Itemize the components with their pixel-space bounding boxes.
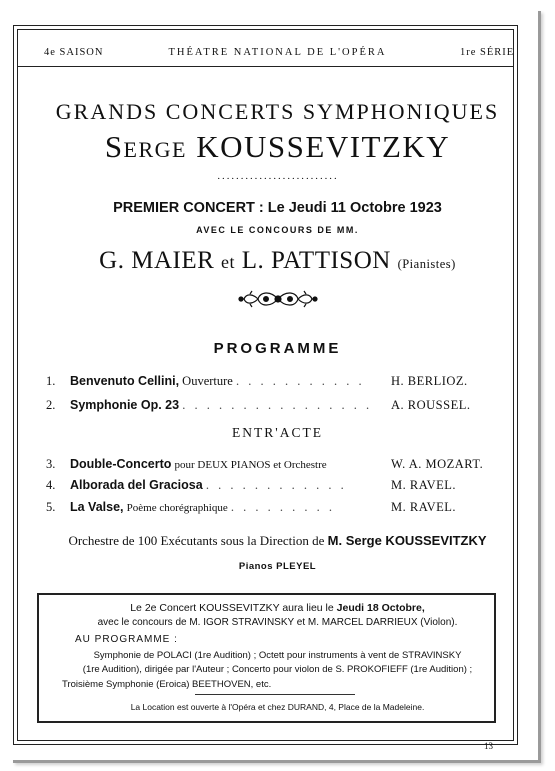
notice-intro: Le 2e Concert KOUSSEVITZKY aura lieu le [130, 602, 334, 614]
dotted-divider: ·························· [216, 173, 339, 185]
item-composer: W. A. MOZART. [391, 457, 484, 471]
work-title: La Valse, [70, 500, 124, 514]
item-composer: A. ROUSSEL. [391, 398, 471, 412]
work-title: Symphonie Op. 23 [70, 398, 180, 412]
entracte-label: ENTR'ACTE [232, 425, 323, 440]
dot-leader: . . . . . . . . . . . . . . . . [182, 398, 373, 412]
notice-rule [195, 694, 355, 695]
conductor-name: M. Serge KOUSSEVITZKY [327, 533, 487, 548]
dot-leader: . . . . . . . . . . . [235, 374, 365, 388]
series-label: 1re SÉRIE [460, 47, 515, 58]
notice-programme-line: (1re Audition), dirigée par l'Auteur ; Concerto pour violon de S. PROKOFIEFF (1re Audition) ; [82, 664, 473, 675]
item-composer: H. BERLIOZ. [391, 374, 468, 388]
notice-location: La Location est ouverte à l'Opéra et chez DURAND, 4, Place de la Madeleine. [130, 702, 425, 712]
item-number: 1. [46, 374, 56, 388]
notice-programme-line: Symphonie de POLACI (1re Audition) ; Octett pour instruments à vent de STRAVINSKY [93, 650, 462, 661]
item-number: 3. [46, 457, 56, 471]
concert-date-line: PREMIER CONCERT : Le Jeudi 11 Octobre 1923 [113, 200, 442, 216]
pianos-credit: Pianos PLEYEL [238, 561, 317, 572]
work-title: Benvenuto Cellini, [70, 374, 180, 388]
item-composer: M. RAVEL. [391, 478, 457, 492]
orchestra-line [0, 533, 555, 549]
notice-date-line [0, 602, 555, 614]
item-work [70, 500, 335, 515]
item-number: 4. [46, 478, 56, 492]
season-label: 4e SAISON [44, 47, 104, 58]
item-work [70, 457, 327, 472]
dot-leader: . . . . . . . . . . . . [205, 478, 347, 492]
work-title: Alborada del Graciosa [70, 478, 203, 492]
item-work [70, 398, 372, 413]
orchestra-text: Orchestre de 100 Exécutants sous la Direction de [68, 533, 325, 548]
theatre-name: THÉATRE NATIONAL DE L'OPÉRA [168, 47, 387, 58]
floral-ornament-icon [0, 288, 555, 315]
item-work [70, 478, 347, 493]
item-work [70, 374, 365, 389]
programme-heading: PROGRAMME [213, 340, 342, 357]
soloists-line [0, 247, 555, 275]
work-detail: pour DEUX PIANOS et Orchestre [174, 459, 327, 471]
soloist-pattison: L. PATTISON [241, 247, 391, 274]
notice-concours-line: avec le concours de M. IGOR STRAVINSKY et M. MARCEL DARRIEUX (Violon). [97, 617, 458, 628]
work-title: Double-Concerto [70, 457, 172, 471]
work-detail: Ouverture [182, 374, 233, 388]
notice-date: Jeudi 18 Octobre, [336, 602, 425, 614]
item-number: 5. [46, 500, 56, 514]
concert-series-title: GRANDS CONCERTS SYMPHONIQUES [55, 99, 500, 124]
page-number: 13 [484, 741, 493, 751]
dot-leader: . . . . . . . . . [230, 500, 335, 514]
concours-line: AVEC LE CONCOURS DE MM. [196, 225, 359, 235]
notice-programme-heading: AU PROGRAMME : [75, 634, 178, 645]
work-detail: Poème chorégraphique [126, 502, 228, 514]
soloists-role: (Pianistes) [397, 257, 456, 271]
notice-programme-line: Troisième Symphonie (Eroica) BEETHOVEN, etc. [62, 679, 272, 690]
item-number: 2. [46, 398, 56, 412]
header-rule [17, 66, 514, 67]
soloist-maier: G. MAIER [99, 247, 215, 274]
item-composer: M. RAVEL. [391, 500, 457, 514]
conductor-title: Serge KOUSSEVITZKY [104, 129, 451, 164]
soloists-et: et [221, 252, 236, 272]
